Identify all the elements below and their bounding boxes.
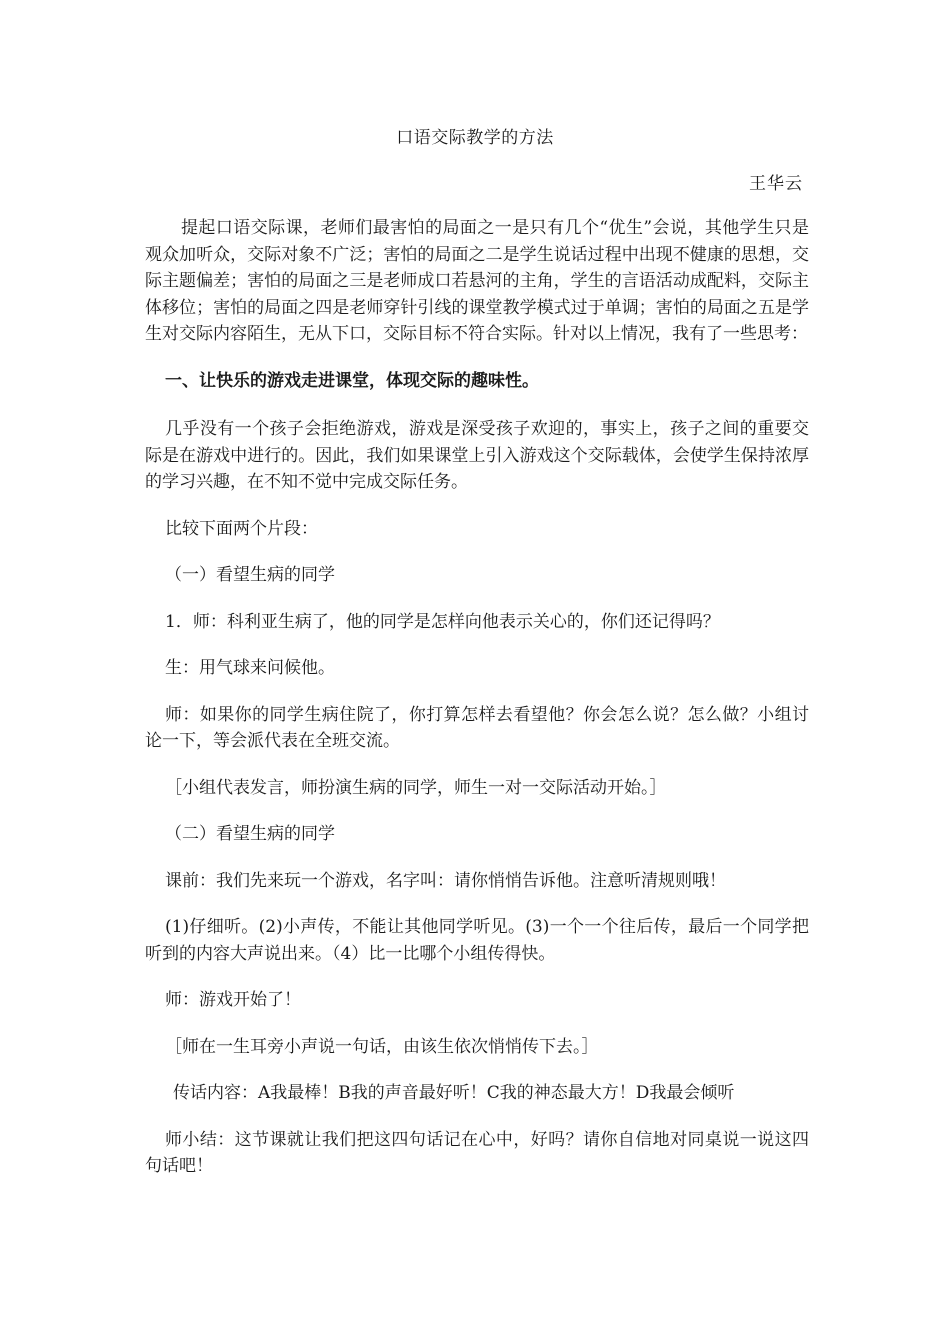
document-title: 口语交际教学的方法 — [396, 128, 554, 148]
paragraph: 1．师：科利亚生病了，他的同学是怎样向他表示关心的，你们还记得吗？ — [165, 611, 720, 632]
section-heading: 一、让快乐的游戏走进课堂，体现交际的趣味性。 — [165, 370, 539, 391]
paragraph: (1)仔细听。(2)小声传，不能让其他同学听见。(3)一个一个往后传，最后一个同学把听到的内容大声说出来。（4）比一比哪个小组传得快。 — [145, 917, 809, 964]
subheading: （一）看望生病的同学 — [165, 565, 335, 585]
subheading: （二）看望生病的同学 — [165, 824, 335, 844]
paragraph: 课前：我们先来玩一个游戏，名字叫：请你悄悄告诉他。注意听清规则哦！ — [165, 870, 726, 891]
paragraph: 师小结：这节课就让我们把这四句话记在心中，好吗？请你自信地对同桌说一说这四句话吧！ — [145, 1129, 809, 1176]
paragraph: 师：如果你的同学生病住院了，你打算怎样去看望他？你会怎么说？怎么做？小组讨论一下，等会派代表在全班交流。 — [145, 704, 809, 751]
paragraph: 传话内容：A我最棒！B我的声音最好听！C我的神态最大方！D我最会倾听 — [173, 1083, 735, 1103]
paragraph-intro: 提起口语交际课，老师们最害怕的局面之一是只有几个“优生”会说，其他学生只是观众加听众，交际对象不广泛；害怕的局面之二是学生说话过程中出现不健康的思想，交际主题偏差；害怕的局面之三是老师成口若悬河的主角，学生的言语活动成配料，交际主体移位；害怕的局面之四是老师穿针引线的课堂教学模式过于单调；害怕的局面之五是学生对交际内容陌生，无从下口，交际目标不符合实际。针对以上情况，我有了一些思考： — [145, 218, 809, 344]
document-body — [145, 215, 809, 1200]
paragraph: ［小组代表发言，师扮演生病的同学，师生一对一交际活动开始。］ — [165, 777, 667, 798]
paragraph: 师：游戏开始了！ — [165, 990, 301, 1010]
paragraph: 比较下面两个片段： — [165, 518, 318, 539]
paragraph: ［师在一生耳旁小声说一句话，由该生依次悄悄传下去。］ — [165, 1036, 599, 1057]
paragraph: 几乎没有一个孩子会拒绝游戏，游戏是深受孩子欢迎的，事实上，孩子之间的重要交际是在游戏中进行的。因此，我们如果课堂上引入游戏这个交际载体，会使学生保持浓厚的学习兴趣，在不知不觉中完成交际任务。 — [145, 419, 809, 492]
document-author: 王华云 — [749, 174, 803, 194]
paragraph: 生：用气球来问候他。 — [165, 658, 335, 678]
